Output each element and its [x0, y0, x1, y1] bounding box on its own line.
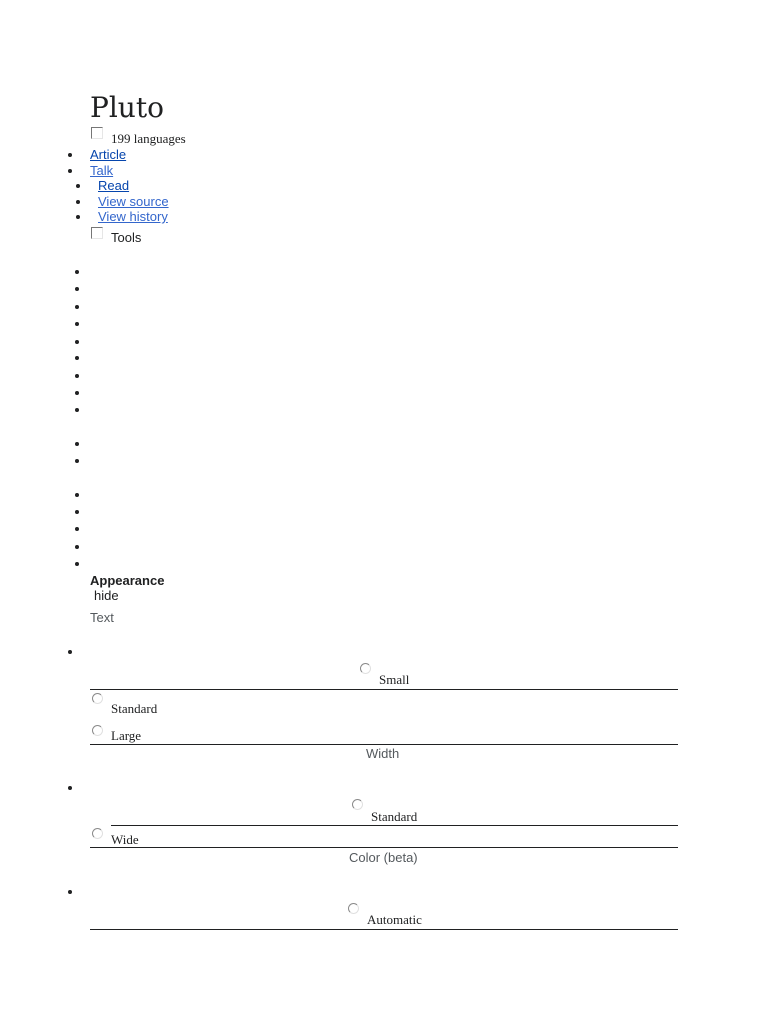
empty-list-item: [75, 510, 79, 514]
color-bullet: [68, 890, 72, 894]
text-size-standard-radio[interactable]: [92, 693, 103, 704]
text-size-divider: [90, 744, 678, 745]
bullet-talk: [68, 169, 72, 173]
color-automatic-radio[interactable]: [348, 903, 359, 914]
empty-list-item: [75, 340, 79, 344]
color-divider: [90, 929, 678, 930]
width-bullet: [68, 786, 72, 790]
width-divider: [90, 847, 678, 848]
text-size-divider: [90, 689, 678, 690]
empty-list-item: [75, 305, 79, 309]
text-size-label: Text: [90, 610, 114, 625]
bullet-article: [68, 153, 72, 157]
bullet-view-history: [76, 215, 80, 219]
color-label: Color (beta): [349, 850, 418, 865]
tab-view-source[interactable]: View source: [98, 194, 169, 209]
empty-list-item: [75, 322, 79, 326]
empty-list-item: [75, 493, 79, 497]
width-wide-label[interactable]: Wide: [111, 832, 139, 847]
bullet-read: [76, 184, 80, 188]
color-automatic-label[interactable]: Automatic: [367, 912, 422, 927]
empty-list-item: [75, 459, 79, 463]
text-size-standard-label[interactable]: Standard: [111, 701, 158, 716]
empty-list-item: [75, 391, 79, 395]
text-size-small-radio[interactable]: [360, 663, 371, 674]
tab-talk[interactable]: Talk: [90, 163, 114, 178]
empty-list-item: [75, 270, 79, 274]
width-wide-radio[interactable]: [92, 828, 103, 839]
empty-list-item: [75, 356, 79, 360]
tab-view-history[interactable]: View history: [98, 209, 168, 224]
text-size-large-label[interactable]: Large: [111, 728, 142, 743]
width-standard-label[interactable]: Standard: [371, 809, 418, 824]
width-divider: [111, 825, 678, 826]
languages-label[interactable]: 199 languages: [111, 131, 186, 146]
text-size-small-label[interactable]: Small: [379, 672, 410, 687]
appearance-heading: Appearance: [90, 573, 165, 588]
appearance-hide-button[interactable]: hide: [94, 588, 119, 603]
text-size-bullet: [68, 650, 72, 654]
text-size-large-radio[interactable]: [92, 725, 103, 736]
tools-checkbox[interactable]: [91, 227, 103, 239]
tab-article[interactable]: Article: [90, 147, 127, 162]
width-label: Width: [366, 746, 400, 761]
tab-read[interactable]: Read: [98, 178, 130, 193]
empty-list-item: [75, 442, 79, 446]
bullet-view-source: [76, 200, 80, 204]
width-standard-radio[interactable]: [352, 799, 363, 810]
empty-list-item: [75, 545, 79, 549]
empty-list-item: [75, 562, 79, 566]
empty-list-item: [75, 527, 79, 531]
tools-label[interactable]: Tools: [111, 230, 142, 245]
empty-list-item: [75, 374, 79, 378]
languages-checkbox[interactable]: [91, 127, 103, 139]
empty-list-item: [75, 408, 79, 412]
page-title: Pluto: [90, 91, 164, 124]
empty-list-item: [75, 287, 79, 291]
